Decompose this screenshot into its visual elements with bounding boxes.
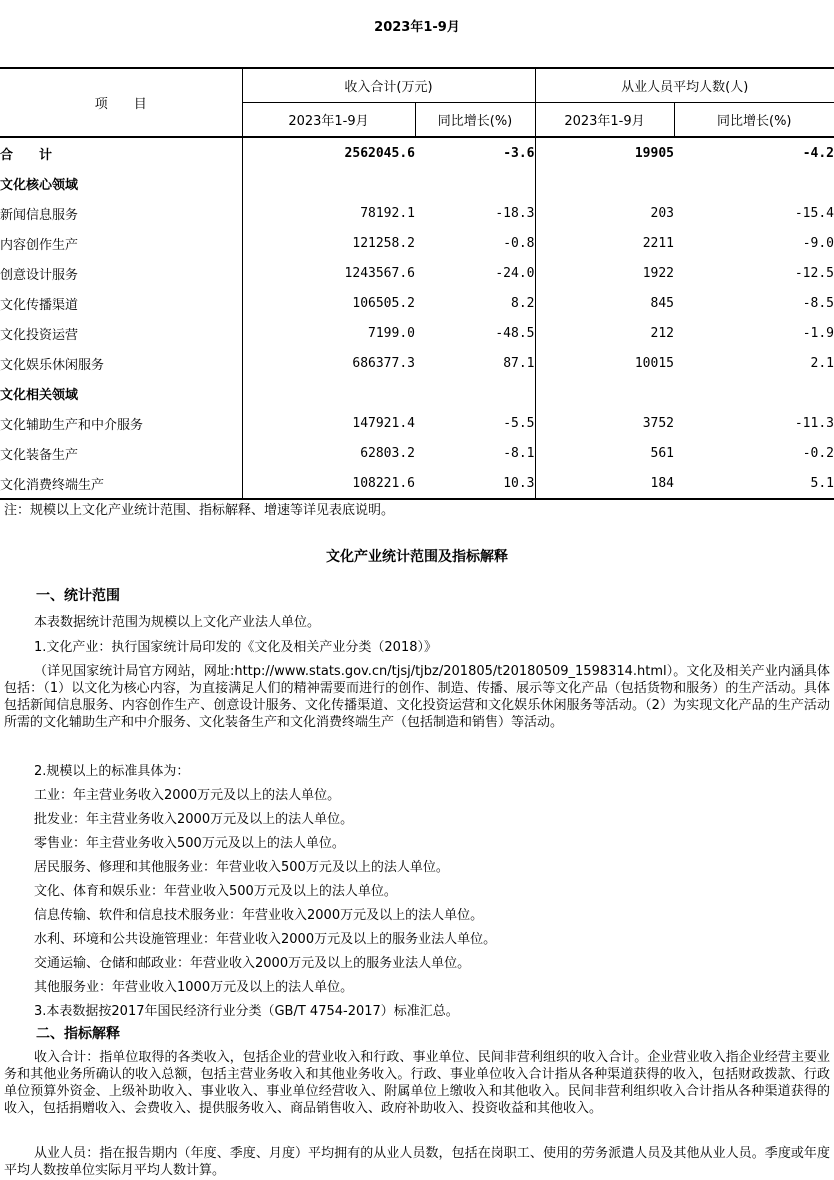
classification-note: 3.本表数据按2017年国民经济行业分类（GB/T 4754-2017）标准汇总。 bbox=[34, 1004, 459, 1019]
table-row bbox=[0, 288, 834, 318]
employee-growth-value: -12.5 bbox=[794, 265, 834, 281]
industry-definition: 1.文化产业：执行国家统计局印发的《文化及相关产业分类（2018）》 bbox=[34, 640, 437, 655]
revenue-value bbox=[242, 168, 415, 198]
employee-value bbox=[535, 378, 674, 408]
table-row-total bbox=[0, 137, 834, 168]
revenue-definition: 收入合计：指单位取得的各类收入，包括企业的营业收入和行政、事业单位、民间非营利组织的收入合计。企业营业收入指企业经营主要业务和其他业务所确认的收入总额，包括主营业务收入和其他业务收入。行政、事业单位收入合计指从各种渠道获得的收入，包括财政拨款、行政单位预算外资金、上级补助收入、事业收入、事业单位经营收入、附属单位上缴收入和其他收入。民间非营利组织收入合计指从各种渠道获得的收入，包括捐赠收入、会费收入、提供服务收入、商品销售收入、政府补助收入、投资收益和其他收入。 bbox=[4, 1050, 830, 1116]
revenue-value: 7199.0 bbox=[242, 318, 415, 348]
employee-growth-value bbox=[674, 378, 834, 408]
revenue-growth-value: 10.3 bbox=[415, 468, 535, 499]
employee-value: 203 bbox=[535, 198, 674, 228]
employee-value bbox=[535, 168, 674, 198]
revenue-value: 106505.2 bbox=[242, 288, 415, 318]
revenue-value: 2562045.6 bbox=[242, 137, 415, 168]
statistics-table bbox=[0, 67, 834, 500]
standard-item: 交通运输、仓储和邮政业：年营业收入2000万元及以上的服务业法人单位。 bbox=[34, 956, 471, 971]
revenue-growth-value: -48.5 bbox=[495, 325, 535, 341]
revenue-value: 62803.2 bbox=[242, 438, 415, 468]
employee-value: 184 bbox=[535, 468, 674, 499]
revenue-value: 121258.2 bbox=[242, 228, 415, 258]
employee-growth-value: -8.5 bbox=[802, 295, 834, 311]
revenue-growth-value: 87.1 bbox=[503, 355, 535, 371]
revenue-growth-value: -5.5 bbox=[503, 415, 535, 431]
indicator-heading: 二、指标解释 bbox=[36, 1026, 120, 1042]
table-row bbox=[0, 228, 834, 258]
standard-item: 零售业：年主营业务收入500万元及以上的法人单位。 bbox=[34, 836, 345, 851]
revenue-value: 78192.1 bbox=[242, 198, 415, 228]
standard-item: 水利、环境和公共设施管理业：年营业收入2000万元及以上的服务业法人单位。 bbox=[34, 932, 497, 947]
row-label: 合 计 bbox=[0, 147, 53, 163]
employee-growth-value: -11.3 bbox=[794, 415, 834, 431]
table-row bbox=[0, 438, 834, 468]
employee-value: 1922 bbox=[535, 258, 674, 288]
employee-group-header: 从业人员平均人数(人) bbox=[535, 68, 834, 103]
row-label: 创意设计服务 bbox=[0, 267, 79, 283]
employee-value: 10015 bbox=[535, 348, 674, 378]
revenue-value: 147921.4 bbox=[242, 408, 415, 438]
table-row bbox=[0, 408, 834, 438]
item-column-header: 项 目 bbox=[0, 68, 242, 137]
employee-value: 212 bbox=[535, 318, 674, 348]
revenue-growth-value: -8.1 bbox=[503, 445, 535, 461]
standards-intro: 2.规模以上的标准具体为： bbox=[34, 764, 190, 779]
table-row bbox=[0, 318, 834, 348]
standard-item: 居民服务、修理和其他服务业：年营业收入500万元及以上的法人单位。 bbox=[34, 860, 449, 875]
row-label: 文化装备生产 bbox=[0, 447, 79, 463]
employee-growth-value: 2.1 bbox=[810, 355, 834, 371]
employee-value: 561 bbox=[535, 438, 674, 468]
table-row bbox=[0, 198, 834, 228]
standard-item: 信息传输、软件和信息技术服务业：年营业收入2000万元及以上的法人单位。 bbox=[34, 908, 484, 923]
explanation-title: 文化产业统计范围及指标解释 bbox=[326, 549, 508, 565]
revenue-growth-value: -0.8 bbox=[503, 235, 535, 251]
industry-detail-paragraph: （详见国家统计局官方网站，网址:http://www.stats.gov.cn/tjsj/tjbz/201805/t20180509_1598314.html）。文化及相关产业内涵具体包括：（1）以文化为核心内容，为直接满足人们的精神需要而进行的创作、制造、传播、展示等文化产品（包括货物和服务）的生产活动。具体包括新闻信息服务、内容创作生产、创意设计服务、文化传播渠道、文化投资运营和文化娱乐休闲服务等活动。（2）为实现文化产品的生产活动所需的文化辅助生产和中介服务、文化装备生产和文化消费终端生产（包括制造和销售）等活动。 bbox=[4, 664, 830, 730]
table-row bbox=[0, 348, 834, 378]
scope-heading: 一、统计范围 bbox=[36, 588, 120, 604]
employee-growth-value: -1.9 bbox=[802, 325, 834, 341]
revenue-growth-value bbox=[415, 378, 535, 408]
table-row-section bbox=[0, 168, 834, 198]
employee-growth-header: 同比增长(%) bbox=[674, 103, 834, 138]
standard-item: 文化、体育和娱乐业：年营业收入500万元及以上的法人单位。 bbox=[34, 884, 397, 899]
table-row bbox=[0, 468, 834, 499]
revenue-value: 686377.3 bbox=[242, 348, 415, 378]
employee-period-header: 2023年1-9月 bbox=[535, 103, 674, 138]
revenue-growth-value: -24.0 bbox=[495, 265, 535, 281]
revenue-period-header: 2023年1-9月 bbox=[242, 103, 415, 138]
employee-value: 19905 bbox=[535, 137, 674, 168]
section-label: 文化核心领域 bbox=[0, 177, 79, 193]
revenue-value: 108221.6 bbox=[242, 468, 415, 499]
table-note: 注：规模以上文化产业统计范围、指标解释、增速等详见表底说明。 bbox=[4, 503, 395, 518]
row-label: 文化传播渠道 bbox=[0, 297, 79, 313]
row-label: 内容创作生产 bbox=[0, 237, 79, 253]
employee-growth-value: -0.2 bbox=[802, 445, 834, 461]
revenue-growth-header: 同比增长(%) bbox=[415, 103, 535, 138]
employee-growth-value: -15.4 bbox=[794, 205, 834, 221]
period-title: 2023年1-9月 bbox=[374, 20, 460, 35]
table-row bbox=[0, 258, 834, 288]
employee-growth-value: 5.1 bbox=[674, 468, 834, 499]
employee-growth-value: -9.0 bbox=[802, 235, 834, 251]
employee-value: 3752 bbox=[535, 408, 674, 438]
section-label: 文化相关领域 bbox=[0, 387, 79, 403]
employee-value: 2211 bbox=[535, 228, 674, 258]
revenue-value: 1243567.6 bbox=[242, 258, 415, 288]
row-label: 文化娱乐休闲服务 bbox=[0, 357, 105, 373]
standard-item: 批发业：年主营业务收入2000万元及以上的法人单位。 bbox=[34, 812, 354, 827]
revenue-growth-value bbox=[415, 168, 535, 198]
standard-item: 工业：年主营业务收入2000万元及以上的法人单位。 bbox=[34, 788, 341, 803]
scope-intro: 本表数据统计范围为规模以上文化产业法人单位。 bbox=[34, 615, 321, 630]
revenue-growth-value: -3.6 bbox=[503, 145, 535, 161]
employee-growth-value: -4.2 bbox=[802, 145, 834, 161]
employee-growth-value bbox=[674, 168, 834, 198]
standard-item: 其他服务业：年营业收入1000万元及以上的法人单位。 bbox=[34, 980, 354, 995]
revenue-group-header: 收入合计(万元) bbox=[242, 68, 535, 103]
revenue-growth-value: 8.2 bbox=[511, 295, 535, 311]
row-label: 文化投资运营 bbox=[0, 327, 79, 343]
employee-value: 845 bbox=[535, 288, 674, 318]
row-label: 文化辅助生产和中介服务 bbox=[0, 417, 144, 433]
row-label: 文化消费终端生产 bbox=[0, 468, 242, 499]
revenue-value bbox=[242, 378, 415, 408]
revenue-growth-value: -18.3 bbox=[495, 205, 535, 221]
employee-definition: 从业人员：指在报告期内（年度、季度、月度）平均拥有的从业人员数，包括在岗职工、使用的劳务派遣人员及其他从业人员。季度或年度平均人数按单位实际月平均人数计算。 bbox=[4, 1146, 830, 1178]
row-label: 新闻信息服务 bbox=[0, 207, 79, 223]
table-row-section bbox=[0, 378, 834, 408]
